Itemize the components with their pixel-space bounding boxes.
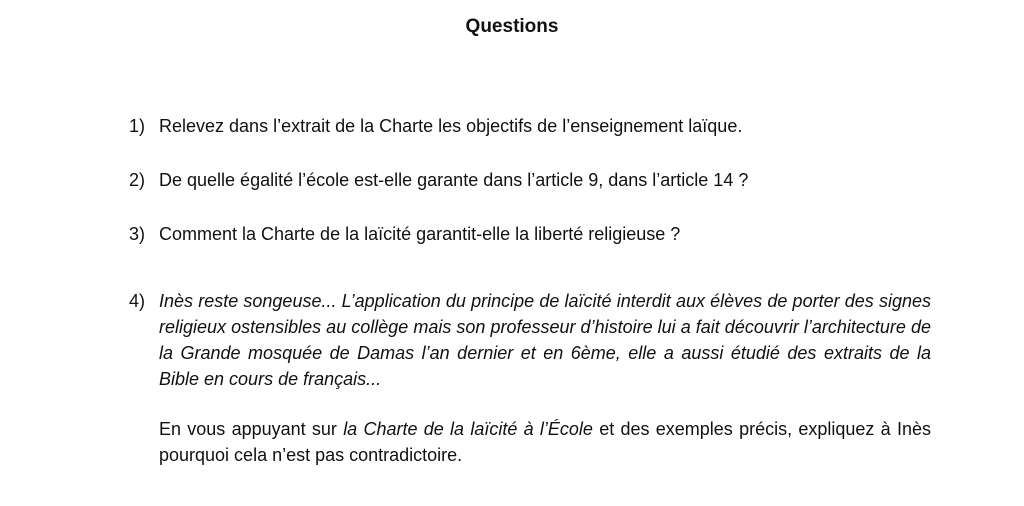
task-paragraph — [159, 416, 931, 468]
question-number: 4) — [129, 291, 146, 311]
question-text: De quelle égalité l’école est-elle garante dans l’article 9, dans l’article 14 ? — [159, 170, 749, 190]
question-number: 2) — [129, 170, 146, 190]
task-text-after: et des exemples précis, expliquez à Inès pourquoi cela n’est pas contradictoire. — [159, 419, 931, 465]
question-number: 1) — [129, 116, 146, 136]
task-emphasis: la Charte de la laïcité à l’École — [343, 419, 593, 439]
question-number: 3) — [129, 224, 146, 244]
scenario-paragraph: Inès reste songeuse... L’application du principe de laïcité interdit aux élèves de porter des signes religieux ostensibles au collège mais son professeur d’histoire lui a fait découvrir l’architecture de la Grande mosquée de Damas l’an dernier et en 6ème, elle a aussi étudié des extraits de la Bible en cours de français... — [159, 291, 931, 389]
question-body — [159, 288, 931, 468]
task-text-before: En vous appuyant sur — [159, 419, 344, 439]
page-title: Questions — [465, 16, 559, 37]
question-text: Relevez dans l’extrait de la Charte les objectifs de l’enseignement laïque. — [159, 116, 743, 136]
question-text: Comment la Charte de la laïcité garantit-elle la liberté religieuse ? — [159, 224, 681, 244]
